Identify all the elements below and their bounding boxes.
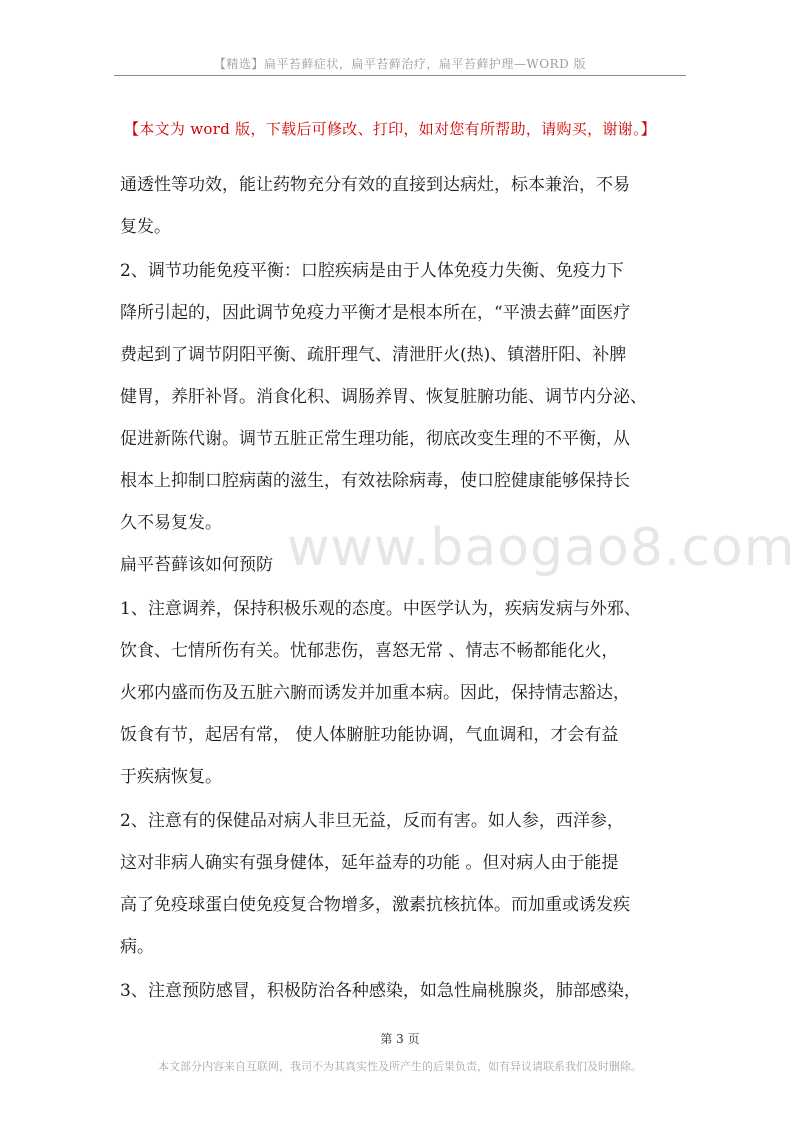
body-line: 复发。 (120, 217, 171, 237)
body-line: 健胃，养肝补肾。消食化积、调肠养胃、恢复脏腑功能、调节内分泌、 (120, 387, 647, 407)
body-line: 于疾病恢复。 (120, 767, 222, 787)
footer-disclaimer: 本文部分内容来自互联网，我司不为其真实性及所产生的后果负责，如有异议请联系我们及时删除。 (158, 1060, 642, 1073)
page-header-title: 【精选】扁平苔藓症状，扁平苔藓治疗，扁平苔藓护理—WORD 版 (213, 57, 587, 71)
body-line: 饭食有节，起居有常， 使人体腑脏功能协调，气血调和，才会有益 (120, 725, 619, 745)
section-heading: 扁平苔藓该如何预防 (120, 555, 273, 575)
body-line: 根本上抑制口腔病菌的滋生，有效祛除病毒，使口腔健康能够保持长 (120, 471, 630, 491)
body-line: 2、调节功能免疫平衡：口腔疾病是由于人体免疫力失衡、免疫力下 (120, 261, 624, 281)
body-line: 促进新陈代谢。调节五脏正常生理功能，彻底改变生理的不平衡，从 (120, 429, 630, 449)
body-line: 饮食、七情所伤有关。忧郁悲伤，喜怒无常 、情志不畅都能化火， (120, 641, 619, 661)
header-divider (114, 75, 686, 76)
body-line: 费起到了调节阴阳平衡、疏肝理气、清泄肝火(热)、镇潜肝阳、补脾 (120, 345, 627, 365)
body-line: 高了免疫球蛋白使免疫复合物增多，激素抗核抗体。而加重或诱发疾 (120, 895, 630, 915)
body-line: 久不易复发。 (120, 513, 222, 533)
body-line: 2、注意有的保健品对病人非旦无益，反而有害。如人参，西洋参， (120, 811, 624, 831)
watermark: www.baogao8.com (287, 518, 796, 578)
body-line: 通透性等功效，能让药物充分有效的直接到达病灶，标本兼治，不易 (120, 175, 630, 195)
download-notice: 【本文为 word 版，下载后可修改、打印，如对您有所帮助，请购买，谢谢。】 (124, 120, 657, 138)
body-line: 火邪内盛而伤及五脏六腑而诱发并加重本病。因此，保持情志豁达， (120, 683, 630, 703)
body-line: 3、注意预防感冒，积极防治各种感染，如急性扁桃腺炎，肺部感染， (120, 981, 641, 1001)
body-line: 这对非病人确实有强身健体，延年益寿的功能 。但对病人由于能提 (120, 853, 619, 873)
body-line: 降所引起的，因此调节免疫力平衡才是根本所在，“平溃去藓”面医疗 (120, 303, 631, 323)
body-line: 病。 (120, 937, 154, 957)
body-line: 1、注意调养，保持积极乐观的态度。中医学认为，疾病发病与外邪、 (120, 599, 641, 619)
page-number: 第 3 页 (380, 1032, 420, 1046)
